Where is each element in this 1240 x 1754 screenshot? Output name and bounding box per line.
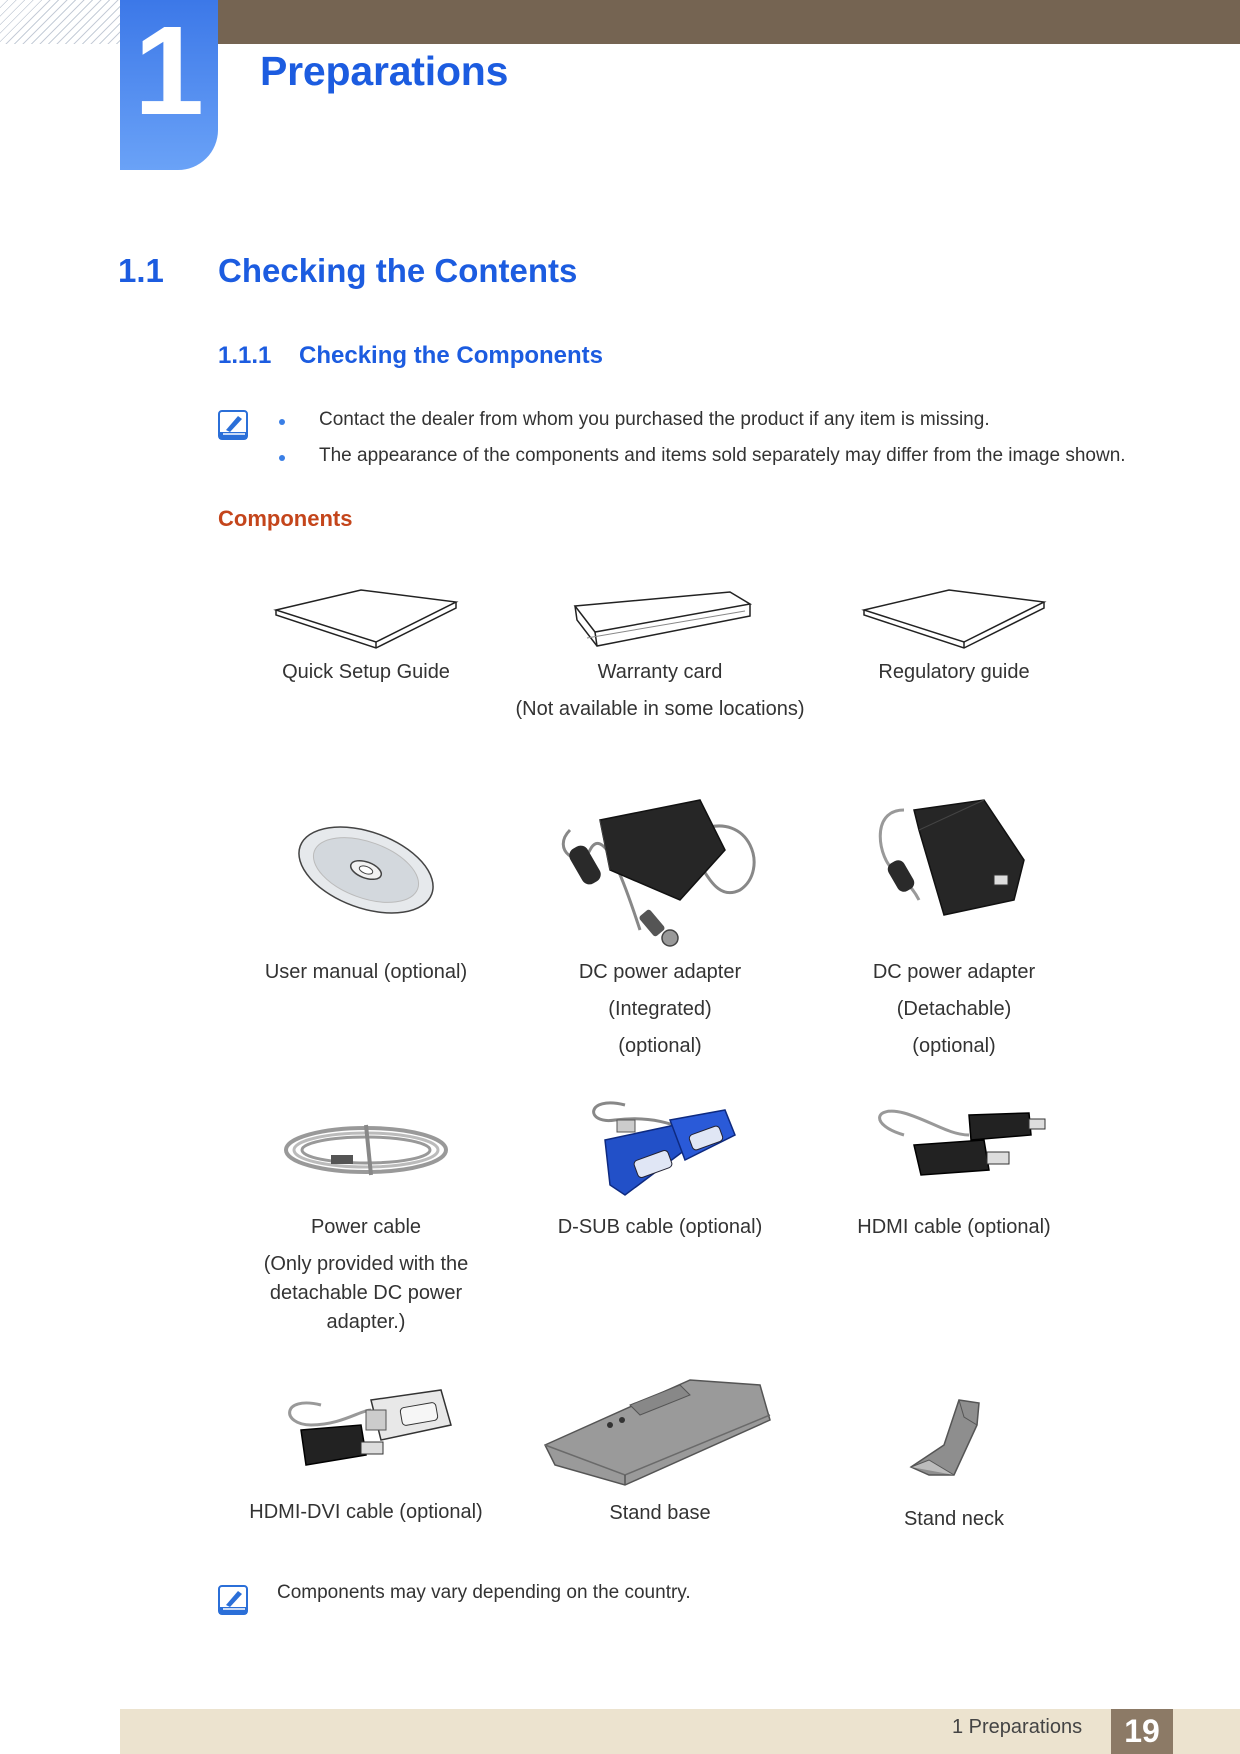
hdmi-cable-illustration	[859, 1095, 1049, 1205]
cd-disc-illustration	[276, 790, 456, 950]
component-name: DC power adapter	[872, 961, 1036, 983]
component-name: User manual (optional)	[264, 961, 468, 983]
stand-base-illustration	[540, 1375, 780, 1495]
component-detail: (Only provided with the detachable DC power adapter.)	[263, 1253, 469, 1333]
component-stand-neck	[807, 1395, 1101, 1534]
component-name: Stand neck	[903, 1508, 1005, 1530]
bullet-dot	[279, 419, 285, 425]
note-text: Contact the dealer from whom you purchased the product if any item is missing.	[319, 409, 990, 430]
component-detail: (Detachable)	[896, 998, 1012, 1020]
component-name: D-SUB cable (optional)	[557, 1216, 763, 1238]
component-dc-adapter-detachable	[807, 790, 1101, 1061]
component-hdmi-cable	[807, 1095, 1101, 1242]
component-name: Warranty card	[597, 661, 723, 683]
note-icon	[218, 410, 248, 440]
component-detail: (Integrated)	[608, 998, 712, 1020]
note-icon	[218, 1585, 248, 1615]
footnote-text: Components may vary depending on the country.	[277, 1582, 691, 1603]
component-hdmi-dvi-cable	[219, 1380, 513, 1527]
component-name: Power cable	[310, 1216, 422, 1238]
subsection-title: Checking the Components	[299, 342, 604, 369]
page-number: 19	[1111, 1709, 1173, 1754]
d-sub-cable-illustration	[565, 1095, 755, 1205]
component-quick-setup-guide	[219, 580, 513, 687]
component-dc-adapter-integrated	[513, 790, 807, 1061]
component-user-manual	[219, 790, 513, 987]
chapter-number: 1	[133, 0, 205, 141]
component-stand-base	[513, 1375, 807, 1528]
footer-chapter-label: 1 Preparations	[952, 1716, 1083, 1738]
component-name: DC power adapter	[578, 961, 742, 983]
chapter-top-bar	[120, 0, 1240, 44]
component-detail: (optional)	[912, 1035, 996, 1057]
component-d-sub-cable	[513, 1095, 807, 1242]
bullet-dot	[279, 455, 285, 461]
stand-neck-illustration	[899, 1395, 1009, 1485]
section-title: Checking the Contents	[218, 252, 578, 289]
component-detail: (optional)	[618, 1035, 702, 1057]
hdmi-dvi-cable-illustration	[271, 1380, 461, 1490]
component-regulatory-guide	[807, 580, 1101, 687]
component-power-cable	[219, 1095, 513, 1337]
subsection-number: 1.1.1	[218, 342, 272, 369]
quick-setup-guide-illustration	[271, 580, 461, 650]
corner-hatch-pattern	[0, 0, 120, 44]
dc-adapter-detachable-illustration	[864, 790, 1044, 950]
regulatory-guide-illustration	[859, 580, 1049, 650]
component-detail: (Not available in some locations)	[515, 698, 805, 720]
warranty-card-illustration	[565, 580, 755, 650]
dc-adapter-integrated-illustration	[550, 790, 770, 950]
component-name: Quick Setup Guide	[282, 661, 450, 683]
components-heading: Components	[218, 506, 353, 531]
component-name: Stand base	[609, 1502, 711, 1524]
component-name: HDMI-DVI cable (optional)	[249, 1501, 483, 1523]
power-cable-illustration	[271, 1095, 461, 1205]
note-text: The appearance of the components and items sold separately may differ from the image shown.	[319, 445, 1126, 466]
component-warranty-card	[513, 580, 807, 724]
component-name: HDMI cable (optional)	[857, 1216, 1051, 1238]
chapter-title: Preparations	[260, 48, 509, 94]
component-name: Regulatory guide	[878, 661, 1030, 683]
section-number: 1.1	[118, 252, 164, 289]
